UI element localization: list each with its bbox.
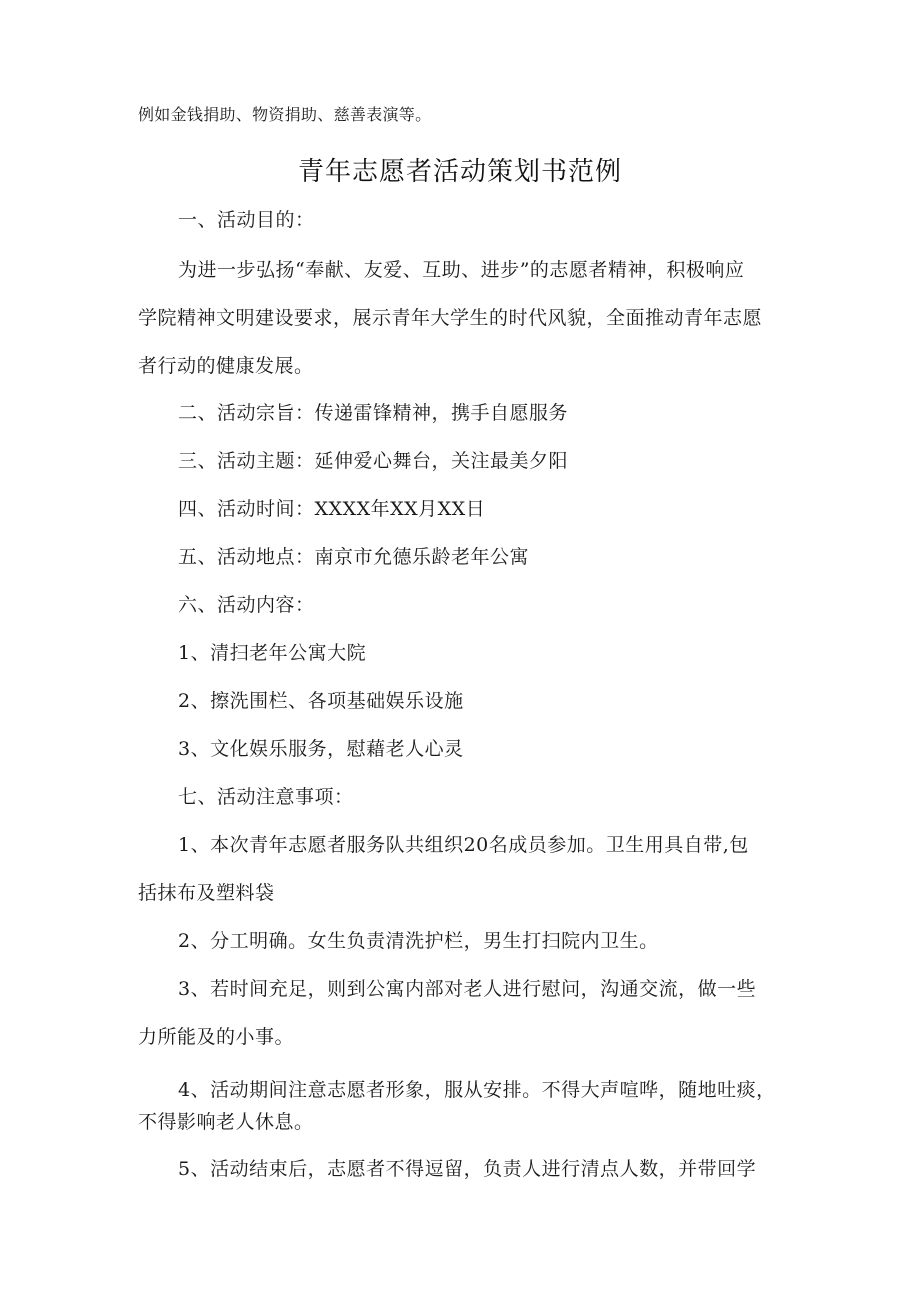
purpose-heading: 一、活动目的：	[178, 209, 315, 231]
note-line: 3、若时间充足，则到公寓内部对老人进行慰问，沟通交流，做一些	[178, 978, 757, 1000]
note-line: 1、本次青年志愿者服务队共组织20名成员参加。卫生用具自带,包	[178, 834, 749, 856]
purpose-paragraph-line: 学院精神文明建设要求，展示青年大学生的时代风貌，全面推动青年志愿	[138, 307, 763, 329]
content-item: 2、擦洗围栏、各项基础娱乐设施	[178, 690, 464, 712]
content-item: 3、文化娱乐服务，慰藉老人心灵	[178, 738, 464, 760]
purpose-paragraph-line: 者行动的健康发展。	[138, 355, 314, 377]
aim-line: 二、活动宗旨：传递雷锋精神，携手自愿服务	[178, 402, 569, 424]
content-heading: 六、活动内容：	[178, 594, 315, 616]
location-line: 五、活动地点：南京市允德乐龄老年公寓	[178, 546, 530, 568]
intro-text: 例如金钱捐助、物资捐助、慈善表演等。	[138, 105, 432, 124]
theme-line: 三、活动主题：延伸爱心舞台，关注最美夕阳	[178, 450, 569, 472]
note-line: 4、活动期间注意志愿者形象，服从安排。不得大声喧哗，随地吐痰，	[178, 1079, 776, 1101]
note-line: 5、活动结束后，志愿者不得逗留，负责人进行清点人数，并带回学	[178, 1158, 757, 1180]
notes-heading: 七、活动注意事项：	[178, 786, 354, 808]
document-title: 青年志愿者活动策划书范例	[297, 157, 622, 187]
note-line: 2、分工明确。女生负责清洗护栏，男生打扫院内卫生。	[178, 930, 659, 952]
note-line: 不得影响老人休息。	[138, 1111, 314, 1133]
note-line: 括抹布及塑料袋	[138, 882, 275, 904]
time-line: 四、活动时间：XXXX年XX月XX日	[178, 498, 486, 520]
note-line: 力所能及的小事。	[138, 1026, 295, 1048]
purpose-paragraph-line: 为进一步弘扬“奉献、友爱、互助、进步”的志愿者精神，积极响应	[178, 259, 745, 281]
content-item: 1、清扫老年公寓大院	[178, 642, 367, 664]
